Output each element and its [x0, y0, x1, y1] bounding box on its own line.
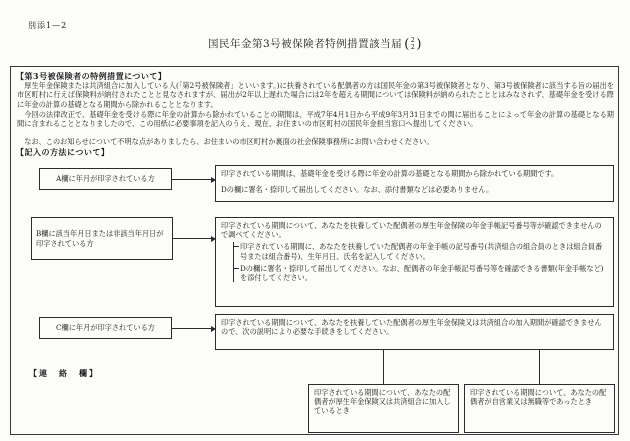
branch-connector-left-line [383, 350, 384, 384]
case-c-label-box: C欄に年月が印字されている方 [39, 317, 172, 339]
contact-column-label: 【連 絡 欄】 [29, 368, 99, 378]
case-b-intro-text: 印字されている期間について、あなたを扶養していた配偶者の厚生年金保険の年金手帳記号番号等が確認できませんので調べてください。 [221, 221, 602, 240]
intro-paragraph-3: なお、このお知らせについて不明な点がありましたら、お住まいの市区町村か裏面の社会保険事務所にお問い合わせください。 [17, 137, 434, 146]
intro-paragraph-1: 厚生年金保険または共済組合に加入している人(「第2号被保険者」といいます。)に扶養されている配偶者の方は国民年金の第3号被保険者となり、第3号被保険者に該当する旨の届出を市区町村に行えば保険料が納付されたことと見なされますが、届出が2年以上遅れた場合には2年を超える期間については保険料が納められたこととはみなされず、基礎年金を受ける際に年金の計算の基礎となる期間から除かれることとなります。 [17, 81, 614, 109]
fraction-open-paren: ( [404, 36, 410, 52]
attachment-number-label: 別添1—2 [28, 21, 68, 30]
sheet-total: 2 [410, 43, 416, 51]
notice-box [10, 66, 619, 435]
case-a-description-box [215, 165, 614, 202]
case-c-description-box: 印字されている期間について、あなたを扶養していた配偶者の厚生年金保険又は共済組合の加入期間が確認できませんので、次の説明により必要な手続きをしてください。 [215, 314, 614, 350]
case-b-step-1: 印字されている期間に、あなたを扶養していた配偶者の年金手帳の記号番号(共済組合の組合員のときは組合員番号または組合番号)、生年月日、氏名を記入してください。 [240, 242, 608, 260]
case-b-description-box [215, 217, 614, 307]
case-a-description-line-1: 印字されている期間は、基礎年金を受ける際に年金の計算の基礎となる期間から除かれている期間です。 [221, 169, 559, 178]
section-heading-special-measures: 【第3号被保険者の特例措置について】 [16, 71, 167, 81]
fraction-close-paren: ) [416, 36, 422, 52]
case-b-step-2: Dの欄に署名・捺印して届出してください。なお、配偶者の年金手帳記号番号等を確認できる書類(年金手帳など)を添付してください。 [240, 264, 608, 282]
arrow-c-icon [172, 328, 215, 329]
case-a-description-line-2: Dの欄に署名・捺印して届出してください。なお、添付書類などは必要ありません。 [221, 185, 494, 195]
case-a-label-box: A欄に年月が印字されている方 [39, 168, 172, 190]
sheet-fraction [404, 37, 422, 52]
arrow-b-icon [173, 238, 215, 239]
page-title: 国民年金第3号被保険者特例措置該当届 [208, 38, 403, 50]
case-b-steps-bracket [233, 242, 608, 282]
branch-employee-pension-box: 印字されている期間について、あなたの配偶者が厚生年金保険又は共済組合に加入しているとき [308, 384, 459, 433]
intro-paragraph-2: 今回の法律改正で、基礎年金を受ける際に年金の計算から除かれていることの期間は、平成7年4月1日から平成9年3月31日までの間に届出ることによって年金の計算の基礎となる期間に含まれることとなりましたので、この用紙に必要事項を記入のうえ、現在、お住まいの市区町村の国民年金担当窓口へ提出してください。 [17, 110, 614, 129]
branch-connector-right-line [539, 350, 540, 384]
page-title-row [0, 36, 630, 52]
arrow-a-icon [172, 179, 215, 180]
sheet-number: 2 [410, 36, 416, 45]
section-heading-how-to-fill: 【記入の方法について】 [16, 147, 110, 157]
case-b-label-box: B欄に該当年月日または非該当年月日が印字されている方 [31, 217, 173, 260]
branch-self-employed-box: 印字されている期間について、あなたの配偶者が自営業又は無職等であったとき [464, 384, 615, 433]
